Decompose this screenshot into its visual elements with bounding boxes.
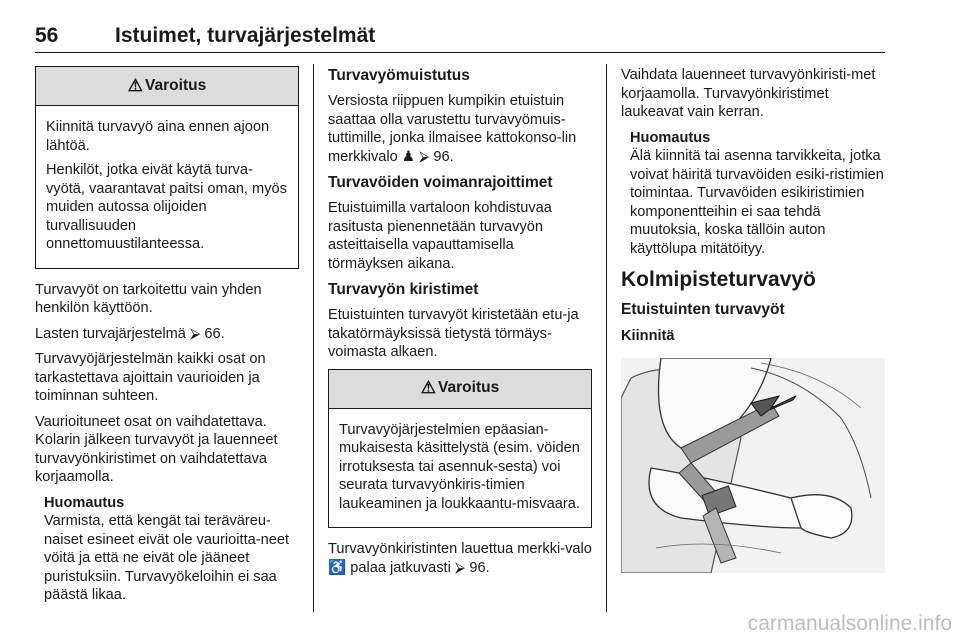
warning-header	[36, 67, 298, 106]
column-1	[35, 66, 299, 613]
column-2	[328, 66, 592, 584]
paragraph: Turvavyöjärjestelmän kaikki osat on tarkastettava ajoittain vaurioiden ja toiminnan suhteen.	[35, 351, 266, 404]
watermark: carmanualsonline.info	[747, 612, 952, 635]
warning-box-2	[328, 369, 592, 529]
warning-box-1	[35, 66, 299, 269]
warning-label: Varoitus	[438, 379, 500, 397]
column-3	[621, 66, 885, 573]
section-heading: Turvavyömuistutus	[328, 67, 470, 84]
note-title: Huomautus	[44, 494, 125, 511]
paragraph: Turvavyönkiristinten lauettua merkki-valo ♿ palaa jatkuvasti ⮚ 96.	[328, 541, 592, 576]
warning-text: Turvavyöjärjestelmien epäasian-mukaisesta käsittelystä (esim. vöiden irrotuksesta tai asennuk-sesta) voi seurata turvavyönkiris-timien laukeaminen ja loukkaantu-misvaara.	[339, 421, 580, 512]
note-title: Huomautus	[630, 129, 711, 146]
warning-body	[36, 106, 298, 268]
warning-triangle-icon: ⚠	[127, 75, 144, 95]
paragraph: Versiosta riippuen kumpikin etuistuin saattaa olla varustettu turvavyömuis-tuttimille, jonka ilmaisee kattokonso-lin merkkivalo ♟ ⮚ 96.	[328, 93, 577, 165]
page-reference-arrow-icon: ⮚	[418, 148, 430, 165]
warning-header	[329, 370, 591, 409]
section-heading: Turvavyön kiristimet	[328, 281, 479, 298]
column-divider-1	[313, 64, 314, 612]
page-reference[interactable]: 66.	[204, 325, 225, 342]
page-reference[interactable]: 96.	[433, 148, 454, 165]
note-block	[630, 129, 885, 259]
note-block	[44, 494, 299, 605]
paragraph: Etuistuinten turvavyöt kiristetään etu-ja takatörmäyksissä tietystä törmäys-voimasta alkaen.	[328, 307, 579, 360]
seatbelt-reminder-icon: ♟	[401, 148, 415, 165]
section-heading: Etuistuinten turvavyöt	[621, 301, 785, 318]
note-text: Varmista, että kengät tai teräväreu-naiset esineet eivät ole vaurioitta-neet vöitä ja että ne eivät ole jääneet puristuksiin. Turvavyökeloihin ei saa päästä likaa.	[44, 513, 290, 603]
paragraph: Etuistuimilla vartaloon kohdistuvaa rasitusta pienennetään turvavyön asteittaisella vapauttamisella törmäyksen aikana.	[328, 200, 552, 272]
warning-text: Kiinnitä turvavyö aina ennen ajoon lähtöä.	[46, 119, 270, 154]
warning-triangle-icon: ⚠	[420, 378, 437, 398]
paragraph: Turvavyöt on tarkoitettu vain yhden henkilön käyttöön.	[35, 281, 262, 316]
warning-body	[329, 409, 591, 528]
chapter-heading: Kolmipisteturvavyö	[621, 268, 816, 291]
page-title: Istuimet, turvajärjestelmät	[115, 24, 376, 47]
paragraph: Vaihdata lauenneet turvavyönkiristi-met korjaamolla. Turvavyönkiristimet laukeavat vain kerran.	[621, 67, 876, 120]
page-number: 56	[35, 24, 59, 47]
seatbelt-fastening-drawing	[621, 358, 885, 573]
section-heading: Turvavöiden voimanrajoittimet	[328, 174, 553, 191]
airbag-warning-icon: ♿	[328, 559, 347, 576]
warning-label: Varoitus	[145, 76, 207, 94]
note-text: Älä kiinnitä tai asenna tarvikkeita, jotka voivat häiritä turvavöiden esiki-ristimien toimintaa. Turvavöiden esikiristimien komponentteihin ei saa tehdä muutoksia, koska tällöin auton käyttölupa mitätöityy.	[630, 148, 884, 257]
column-divider-2	[606, 64, 607, 612]
paragraph: Lasten turvajärjestelmä ⮚ 66.	[35, 325, 225, 342]
page-reference[interactable]: 96.	[469, 559, 490, 576]
page-reference-arrow-icon: ⮚	[189, 325, 201, 342]
page-reference-arrow-icon: ⮚	[454, 559, 466, 576]
warning-text: Henkilöt, jotka eivät käytä turva-vyötä, vaarantavat paitsi oman, myös muiden autossa olijoiden turvallisuuden onnettomuustilanteessa.	[46, 162, 287, 252]
paragraph: Vaurioituneet osat on vaihdatettava. Kolarin jälkeen turvavyöt ja lauenneet turvavyönkiristimet on vaihdatettava korjaamolla.	[35, 413, 278, 485]
page-header	[35, 22, 885, 53]
seatbelt-illustration	[621, 358, 885, 573]
subsection-heading: Kiinnitä	[621, 328, 675, 344]
